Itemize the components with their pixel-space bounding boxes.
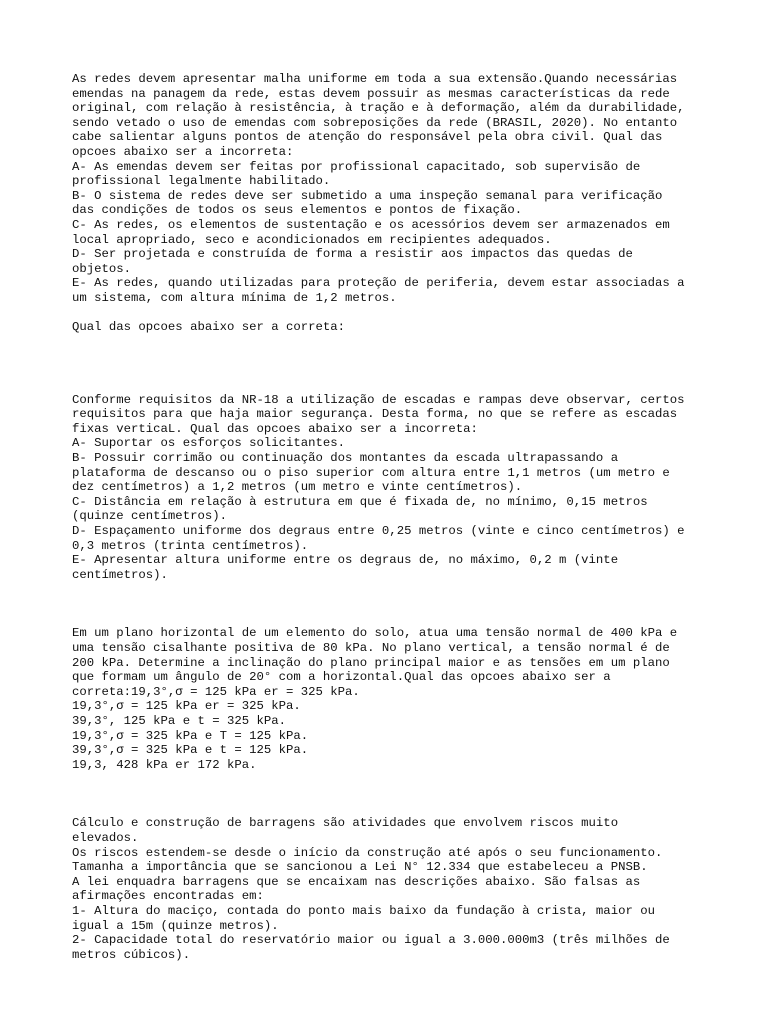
question-3-line: Em um plano horizontal de um elemento do solo, atua uma tensão normal de 400 kPa e <box>72 626 678 641</box>
question-1-option-a: A- As emendas devem ser feitas por profissional capacitado, sob supervisão de <box>72 159 641 174</box>
question-4-line: Cálculo e construção de barragens são atividades que envolvem riscos muito <box>72 816 619 831</box>
question-4-item-2: 2- Capacidade total do reservatório maior ou igual a 3.000.000m3 (três milhões de <box>72 933 670 948</box>
question-3-line: correta:19,3°,σ = 125 kPa er = 325 kPa. <box>72 684 360 699</box>
question-3-option: 19,3°,σ = 125 kPa er = 325 kPa. <box>72 699 301 714</box>
question-2-line: requisitos para que haja maior segurança. Desta forma, no que se refere as escadas <box>72 407 678 422</box>
question-1-line: cabe salientar alguns pontos de atenção do responsável pela obra civil. Qual das <box>72 130 663 145</box>
question-3-line: que formam um ângulo de 20° com a horizontal.Qual das opcoes abaixo ser a <box>72 670 611 685</box>
question-1-option-c: C- As redes, os elementos de sustentação e os acessórios devem ser armazenados em <box>72 217 670 232</box>
question-1-option-b: B- O sistema de redes deve ser submetido a uma inspeção semanal para verificação <box>72 188 663 203</box>
question-1-followup: Qual das opcoes abaixo ser a correta: <box>72 320 346 335</box>
question-3-line: uma tensão cisalhante positiva de 80 kPa. No plano vertical, a tensão normal é de <box>72 641 670 655</box>
question-1-line: sendo vetado o uso de emendas com sobreposições da rede (BRASIL, 2020). No entanto <box>72 115 678 130</box>
question-2-line: fixas verticaL. Qual das opcoes abaixo ser a incorreta: <box>72 421 478 436</box>
question-2-option-c: C- Distância em relação à estrutura em que é fixada de, no mínimo, 0,15 metros <box>72 494 648 509</box>
document-page <box>72 72 712 962</box>
question-1-line: profissional legalmente habilitado. <box>72 174 331 189</box>
question-4-line: Tamanha a importância que se sancionou a Lei N° 12.334 que estabeleceu a PNSB. <box>72 860 648 875</box>
question-2-option-a: A- Suportar os esforços solicitantes. <box>72 436 346 451</box>
question-4 <box>72 816 712 962</box>
question-2-line: Conforme requisitos da NR-18 a utilização de escadas e rampas deve observar, certos <box>72 392 685 407</box>
question-2-option-b: B- Possuir corrimão ou continuação dos montantes da escada ultrapassando a <box>72 451 619 466</box>
question-1-line: um sistema, com altura mínima de 1,2 metros. <box>72 290 397 305</box>
question-3-option: 19,3, 428 kPa er 172 kPa. <box>72 757 257 772</box>
question-1-line: opcoes abaixo ser a incorreta: <box>72 144 294 159</box>
question-2-option-d: D- Espaçamento uniforme dos degraus entre 0,25 metros (vinte e cinco centímetros) e <box>72 524 685 539</box>
question-2 <box>72 393 712 583</box>
question-4-line: elevados. <box>72 830 139 845</box>
question-1-option-e: E- As redes, quando utilizadas para proteção de periferia, devem estar associadas a <box>72 276 685 291</box>
question-3-option: 39,3°,σ = 325 kPa e t = 125 kPa. <box>72 743 309 758</box>
question-1-line: objetos. <box>72 261 132 276</box>
question-1-line: emendas na panagem da rede, estas devem possuir as mesmas características da rede <box>72 86 670 101</box>
question-2-line: dez centímetros) a 1,2 metros (um metro e vinte centímetros). <box>72 480 523 495</box>
question-1-line: original, com relação à resistência, à tração e à deformação, além da durabilidade, <box>72 101 685 116</box>
question-1-line: das condições de todos os seus elementos e pontos de fixação. <box>72 203 523 218</box>
question-2-line: 0,3 metros (trinta centímetros). <box>72 538 309 553</box>
question-3 <box>72 626 712 772</box>
question-2-line: centímetros). <box>72 567 168 582</box>
question-3-option: 39,3°, 125 kPa e t = 325 kPa. <box>72 713 287 728</box>
question-4-line: igual a 15m (quinze metros). <box>72 918 279 933</box>
question-2-option-e: E- Apresentar altura uniforme entre os degraus de, no máximo, 0,2 m (vinte <box>72 553 619 568</box>
question-1-option-d: D- Ser projetada e construída de forma a resistir aos impactos das quedas de <box>72 247 633 262</box>
question-1-line: As redes devem apresentar malha uniforme em toda a sua extensão.Quando necessárias <box>72 72 678 86</box>
question-4-line: Os riscos estendem-se desde o início da construção até após o seu funcionamento. <box>72 845 663 860</box>
question-4-line: A lei enquadra barragens que se encaixam nas descrições abaixo. São falsas as <box>72 874 641 889</box>
question-3-option: 19,3°,σ = 325 kPa e T = 125 kPa. <box>72 728 309 743</box>
question-2-line: plataforma de descanso ou o piso superior com altura entre 1,1 metros (um metro e <box>72 465 670 480</box>
question-1 <box>72 72 712 306</box>
question-3-line: 200 kPa. Determine a inclinação do plano principal maior e as tensões em um plano <box>72 655 670 670</box>
question-4-item-1: 1- Altura do maciço, contada do ponto mais baixo da fundação à crista, maior ou <box>72 903 655 918</box>
question-4-line: metros cúbicos). <box>72 947 191 962</box>
question-2-line: (quinze centímetros). <box>72 509 227 524</box>
question-1-line: local apropriado, seco e acondicionados em recipientes adequados. <box>72 232 552 247</box>
question-4-line: afirmações encontradas em: <box>72 889 264 904</box>
